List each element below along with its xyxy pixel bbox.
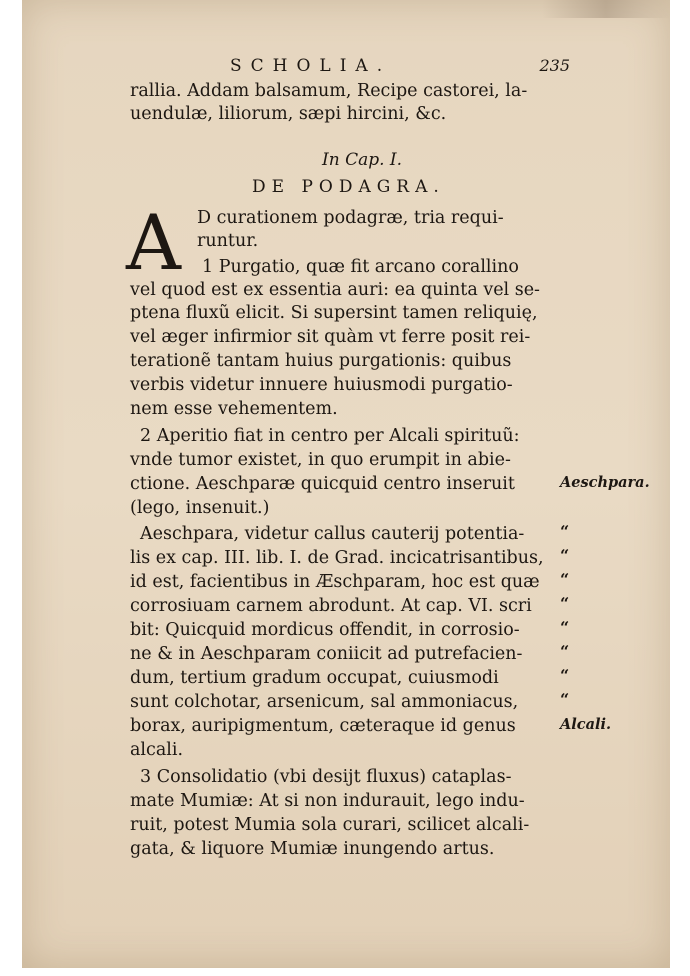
text-line: ruit, potest Mumia sola curari, scilicet alcali- <box>130 815 530 835</box>
text-line: uendulæ, liliorum, sæpi hircini, &c. <box>130 104 447 124</box>
text-line: sunt colchotar, arsenicum, sal ammoniacus, <box>130 692 519 712</box>
text-line: dum, tertium gradum occupat, cuiusmodi <box>130 668 499 688</box>
quote-mark: “ <box>560 666 570 685</box>
text-line: nem esse vehementem. <box>130 399 338 419</box>
text-line: id est, facientibus in Æschparam, hoc est quæ <box>130 572 540 592</box>
section-heading: DE PODAGRA. <box>252 177 445 197</box>
text-line: alcali. <box>130 740 184 760</box>
text-line: corrosiuam carnem abrodunt. At cap. VI. scri <box>130 596 532 616</box>
quote-mark: “ <box>560 522 570 541</box>
text-line: runtur. <box>197 231 259 251</box>
text-line: vel quod est ex essentia auri: ea quinta vel se- <box>130 280 540 300</box>
quote-mark: “ <box>560 594 570 613</box>
text-line: gata, & liquore Mumiæ inungendo artus. <box>130 839 495 859</box>
book-page <box>22 0 670 968</box>
text-line: 2 Aperitio fiat in centro per Alcali spirituũ: <box>140 426 520 446</box>
text-line: lis ex cap. III. lib. I. de Grad. incicatrisantibus, <box>130 548 544 568</box>
quote-mark: “ <box>560 690 570 709</box>
running-title: SCHOLIA. <box>230 56 392 76</box>
text-line: ctione. Aeschparæ quicquid centro inseruit <box>130 474 515 494</box>
text-line: (lego, insenuit.) <box>130 498 270 518</box>
text-line: 3 Consolidatio (vbi desijt fluxus) cataplas- <box>140 767 512 787</box>
text-line: borax, auripigmentum, cæteraque id genus <box>130 716 516 736</box>
page-header <box>230 56 570 80</box>
quote-mark: “ <box>560 642 570 661</box>
page-number: 235 <box>539 56 570 75</box>
text-line: vel æger infirmior sit quàm vt ferre posit rei- <box>130 327 531 347</box>
chapter-heading: In Cap. I. <box>322 150 403 170</box>
text-line: D curationem podagræ, tria requi- <box>197 208 504 228</box>
text-line: ne & in Aeschparam coniicit ad putrefacien- <box>130 644 523 664</box>
text-line: rallia. Addam balsamum, Recipe castorei, la- <box>130 81 528 101</box>
text-line: 1 Purgatio, quæ fit arcano corallino <box>202 257 519 277</box>
margin-note-aeschpara: Aeschpara. <box>560 474 650 491</box>
quote-mark: “ <box>560 546 570 565</box>
text-line: vnde tumor existet, in quo erumpit in abie- <box>130 450 511 470</box>
drop-cap: A <box>126 198 181 287</box>
text-line: Aeschpara, videtur callus cauterij potentia- <box>140 524 525 544</box>
text-line: terationẽ tantam huius purgationis: quibus <box>130 351 512 371</box>
margin-note-alcali: Alcali. <box>560 716 612 733</box>
text-line: ptena fluxũ elicit. Si supersint tamen reliquię, <box>130 303 538 323</box>
quote-mark: “ <box>560 570 570 589</box>
text-line: mate Mumiæ: At si non indurauit, lego indu- <box>130 791 525 811</box>
text-line: verbis videtur innuere huiusmodi purgatio- <box>130 375 513 395</box>
page-stain <box>542 0 670 18</box>
quote-mark: “ <box>560 618 570 637</box>
text-line: bit: Quicquid mordicus offendit, in corrosio- <box>130 620 520 640</box>
